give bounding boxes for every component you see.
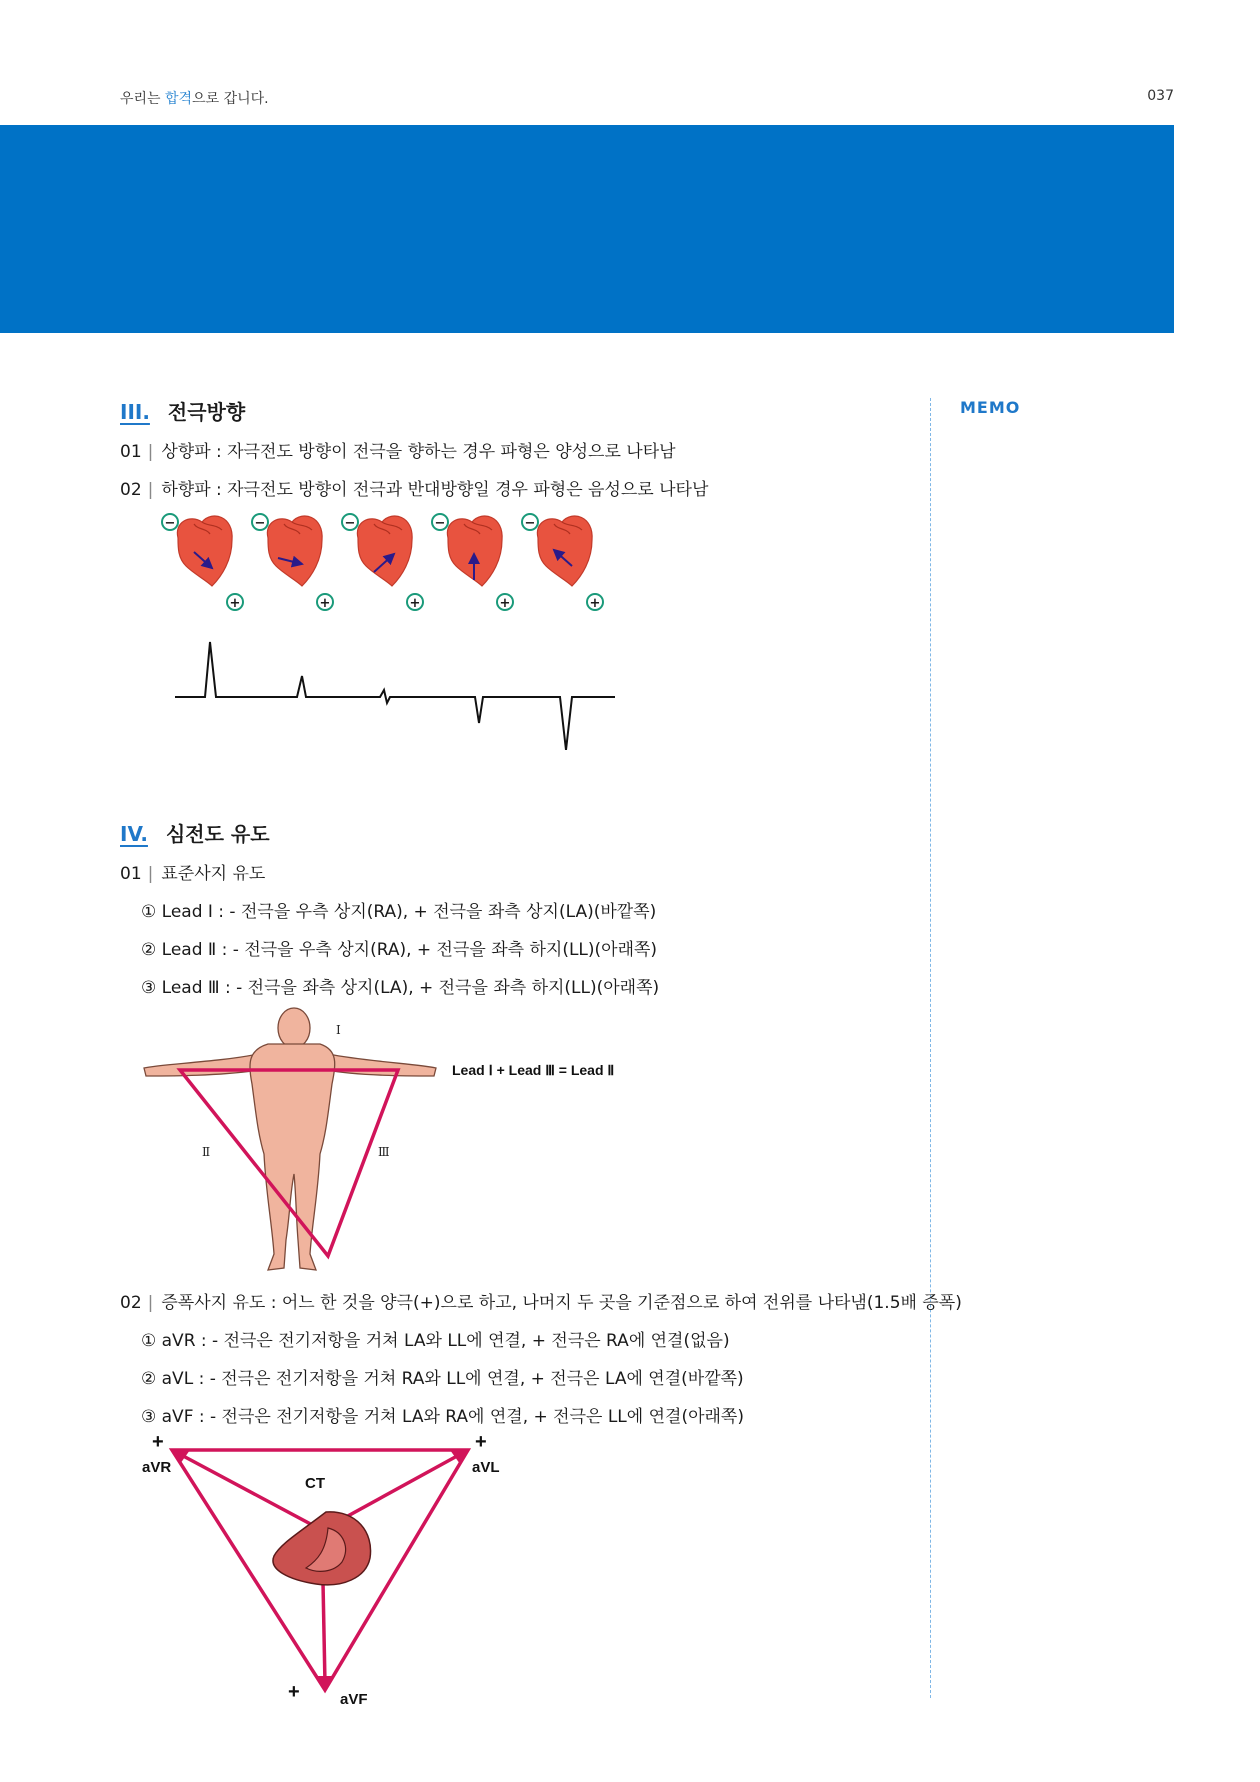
svg-text:Ⅱ: Ⅱ xyxy=(202,1145,211,1159)
section-3-line-2: 02 | 하향파 : 자극전도 방향이 전극과 반대방향일 경우 파형은 음성으로 나타남 xyxy=(120,480,709,500)
standard-lead-2: ② Lead Ⅱ : - 전극을 우측 상지(RA), + 전극을 좌측 하지(LL)(아래쪽) xyxy=(141,940,658,960)
svg-text:−: − xyxy=(254,516,266,531)
augmented-lead-1: ① aVR : - 전극은 전기저항을 거쳐 LA와 LL에 연결, + 전극은 RA에 연결(없음) xyxy=(141,1331,730,1351)
svg-text:+: + xyxy=(589,596,601,611)
memo-divider xyxy=(930,398,931,1698)
svg-text:−: − xyxy=(164,516,176,531)
svg-text:+: + xyxy=(499,596,511,611)
page-number: 037 xyxy=(1147,88,1174,104)
svg-text:+: + xyxy=(319,596,331,611)
svg-text:CT: CT xyxy=(305,1475,325,1492)
svg-text:Ⅲ: Ⅲ xyxy=(378,1145,390,1159)
svg-text:aVR: aVR xyxy=(142,1459,172,1476)
ecg-waveform xyxy=(175,642,615,750)
svg-text:I: I xyxy=(336,1023,341,1037)
augmented-lead-2: ② aVL : - 전극은 전기저항을 거쳐 RA와 LL에 연결, + 전극은 LA에 연결(바깥쪽) xyxy=(141,1369,744,1389)
section-4-title: IV. 심전도 유도 xyxy=(120,822,270,846)
chapter-banner xyxy=(0,125,1174,333)
svg-text:aVL: aVL xyxy=(472,1459,500,1476)
lead-equation: Lead Ⅰ + Lead Ⅲ = Lead Ⅱ xyxy=(452,1062,615,1078)
section-3-line-1: 01 | 상향파 : 자극전도 방향이 전극을 향하는 경우 파형은 양성으로 나타남 xyxy=(120,442,676,462)
standard-lead-3: ③ Lead Ⅲ : - 전극을 좌측 상지(LA), + 전극을 좌측 하지(LL)(아래쪽) xyxy=(141,978,660,998)
svg-text:−: − xyxy=(434,516,446,531)
running-header: 우리는 합격으로 갑니다. xyxy=(120,91,269,107)
electrode-direction-figure xyxy=(140,500,640,750)
svg-text:+: + xyxy=(475,1431,487,1453)
einthoven-body-figure xyxy=(140,1004,660,1276)
svg-text:+: + xyxy=(152,1431,164,1453)
svg-text:−: − xyxy=(344,516,356,531)
augmented-lead-figure xyxy=(130,1428,530,1708)
section-4-item-1: 01 | 표준사지 유도 xyxy=(120,864,266,884)
svg-text:+: + xyxy=(288,1681,300,1703)
header-highlight: 합격 xyxy=(165,91,193,107)
section-4-item-2: 02 | 증폭사지 유도 : 어느 한 것을 양극(+)으로 하고, 나머지 두 곳을 기준점으로 하여 전위를 나타냄(1.5배 증폭) xyxy=(120,1293,962,1313)
svg-text:aVF: aVF xyxy=(340,1691,368,1708)
svg-text:−: − xyxy=(524,516,536,531)
svg-text:+: + xyxy=(409,596,421,611)
memo-label: MEMO xyxy=(960,398,1021,417)
svg-text:+: + xyxy=(229,596,241,611)
standard-lead-1: ① Lead Ⅰ : - 전극을 우측 상지(RA), + 전극을 좌측 상지(LA)(바깥쪽) xyxy=(141,902,657,922)
section-3-title: III. 전극방향 xyxy=(120,400,246,424)
augmented-lead-3: ③ aVF : - 전극은 전기저항을 거쳐 LA와 RA에 연결, + 전극은 LL에 연결(아래쪽) xyxy=(141,1407,744,1427)
